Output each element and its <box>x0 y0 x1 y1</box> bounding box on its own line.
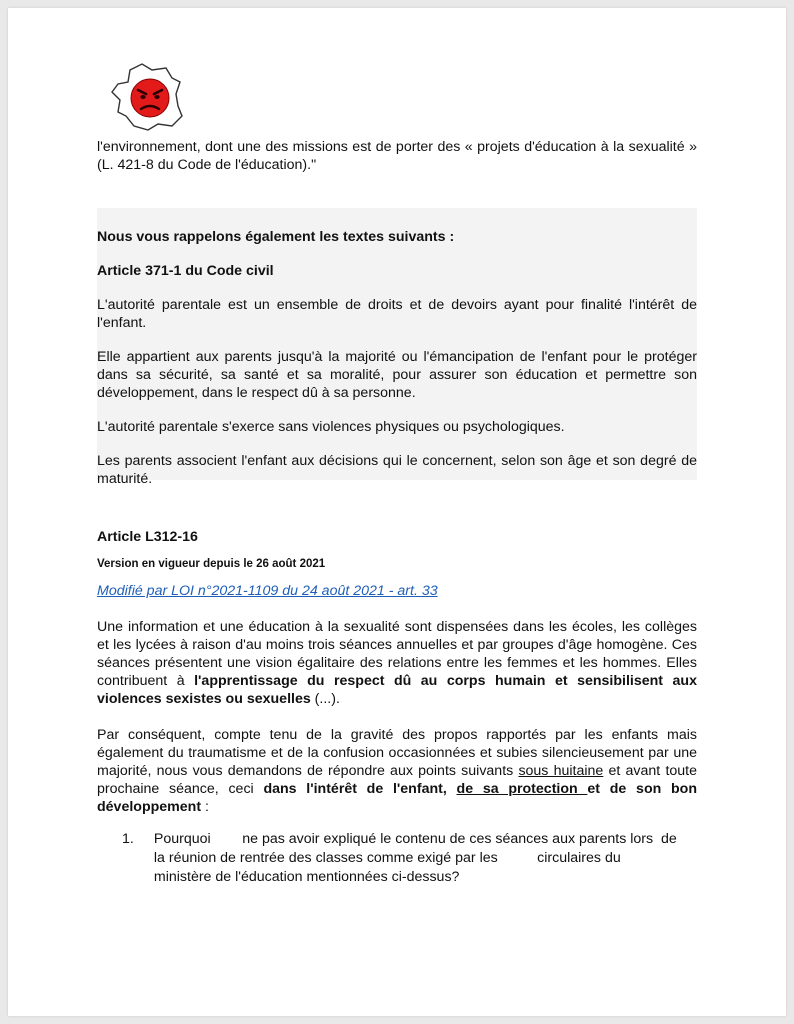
reminder-heading: Nous vous rappelons également les textes suivants : <box>97 229 455 245</box>
article-371-title: Article 371-1 du Code civil <box>97 263 274 279</box>
article-emphasis: l'apprentissage du respect dû au corps humain et sensibilisent aux violences sexistes ou sexuelles <box>97 673 697 707</box>
article-371-paragraph: L'autorité parentale est un ensemble de droits et de devoirs ayant pour finalité l'intérêt de l'enfant. <box>97 297 697 331</box>
conclusion-text-end: : <box>201 799 209 815</box>
list-item-number: 1. <box>122 831 134 847</box>
article-l312-16-paragraph <box>97 618 697 708</box>
conclusion-paragraph <box>97 726 697 816</box>
article-l312-16-section <box>97 528 697 816</box>
article-text: Une information et une éducation à la sexualité sont dispensées dans les écoles, les collèges et les lycées à raison d'au moins trois séances annuelles et par groupes d'âge homogène. Ces séances présentent une vision égalitaire des relations entre les femmes et les hommes. Elles contribuent à <box>97 619 697 689</box>
article-version-note: Version en vigueur depuis le 26 août 2021 <box>97 558 326 570</box>
intro-paragraph: l'environnement, dont une des missions est de porter des « projets d'éducation à la sexualité » (L. 421-8 du Code de l'éducation)." <box>97 139 697 173</box>
intro-section <box>97 138 697 174</box>
list-item <box>122 830 682 887</box>
conclusion-text: Par conséquent, compte tenu de la gravité des propos rapportés par les enfants mais également du traumatisme et de la confusion occasionnées et subies silencieusement par une majorité, nous vous demandons de répondre aux points suivants <box>97 727 697 779</box>
article-371-paragraph: Les parents associent l'enfant aux décisions qui le concernent, selon son âge et son degré de maturité. <box>97 453 697 487</box>
document-page <box>8 8 786 1016</box>
modified-law-link[interactable]: Modifié par LOI n°2021-1109 du 24 août 2021 - art. 33 <box>97 583 438 599</box>
questions-list <box>122 830 682 887</box>
list-item-text: Pourquoi ne pas avoir expliqué le contenu de ces séances aux parents lors de la réunion de rentrée des classes comme exigé par les circulaires du ministère de l'éducation mentionnées ci-dessus? <box>153 831 681 885</box>
conclusion-emphasis-underlined: de sa protection <box>456 781 588 797</box>
conclusion-emphasis: dans l'intérêt de l'enfant, <box>263 781 457 797</box>
reminder-panel <box>97 208 697 487</box>
article-371-paragraph: L'autorité parentale s'exerce sans violences physiques ou psychologiques. <box>97 419 565 435</box>
article-l312-16-title: Article L312-16 <box>97 529 198 545</box>
angry-face-on-france-map-icon <box>108 60 186 136</box>
article-371-paragraph: Elle appartient aux parents jusqu'à la majorité ou l'émancipation de l'enfant pour le protéger dans sa sécurité, sa santé et sa moralité, pour assurer son éducation et permettre son développement, dans le respect dû à sa personne. <box>97 349 697 401</box>
deadline-text: sous huitaine <box>518 763 604 779</box>
conclusion-text: et avant toute prochaine séance, ceci <box>97 763 698 797</box>
conclusion-emphasis: et de son bon développement <box>97 781 698 815</box>
article-text-end: (...). <box>310 691 340 707</box>
